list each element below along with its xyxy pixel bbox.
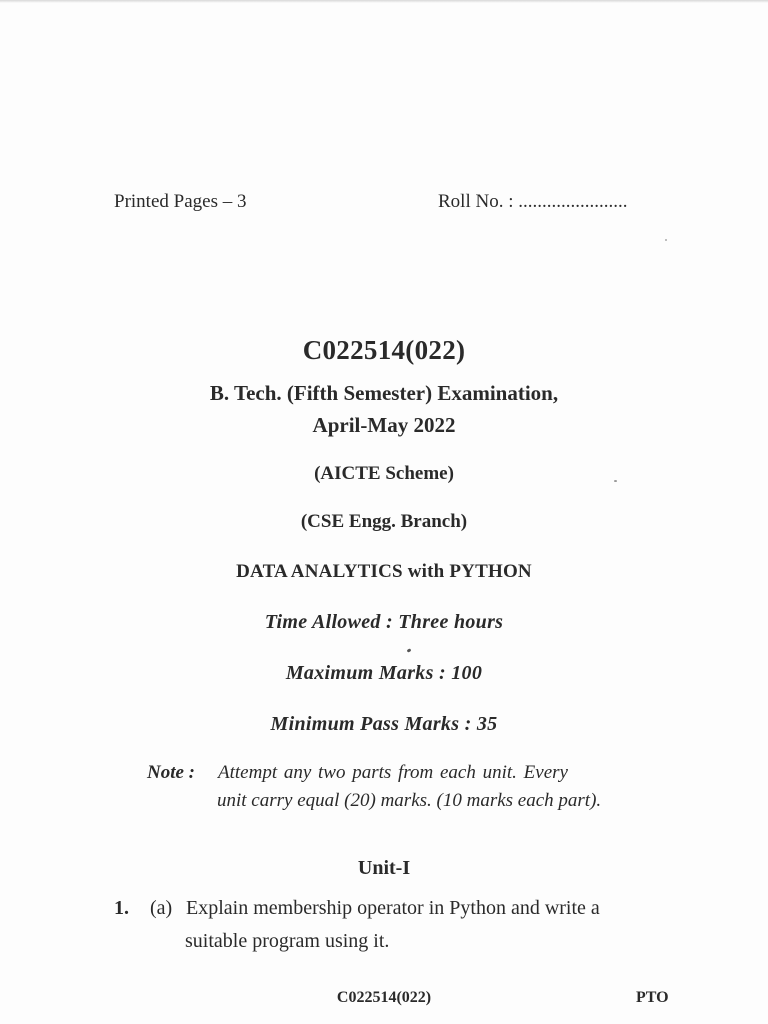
question-number: 1. <box>114 897 129 919</box>
footer-pto: PTO <box>636 989 669 1006</box>
time-allowed: Time Allowed : Three hours <box>264 611 504 633</box>
note-label: Note : <box>147 762 196 783</box>
footer-paper-code: C022514(022) <box>336 989 432 1006</box>
subject-title: DATA ANALYTICS with PYTHON <box>236 561 532 582</box>
paper-code-title: C022514(022) <box>302 335 466 365</box>
examination-title: B. Tech. (Fifth Semester) Examination, <box>209 381 559 405</box>
question-text-line: suitable program using it. <box>185 930 390 952</box>
branch: (CSE Engg. Branch) <box>300 511 468 532</box>
question-part-label: (a) <box>150 897 173 919</box>
maximum-marks: Maximum Marks : 100 <box>285 662 483 684</box>
scheme: (AICTE Scheme) <box>314 463 454 484</box>
scan-edge <box>0 0 768 3</box>
ink-speck <box>407 648 412 653</box>
examination-session: April-May 2022 <box>312 413 456 437</box>
minimum-pass-marks: Minimum Pass Marks : 35 <box>270 713 498 735</box>
printed-pages: Printed Pages – 3 <box>114 191 247 212</box>
roll-number-field: Roll No. : ....................... <box>438 191 628 212</box>
ink-speck <box>614 480 617 482</box>
ink-speck <box>665 239 667 241</box>
note-text-line: unit carry equal (20) marks. (10 marks each part). <box>217 790 602 811</box>
note-text-line: Attempt any two parts from each unit. Every <box>218 762 568 783</box>
unit-heading: Unit-I <box>357 857 411 879</box>
question-text-line: Explain membership operator in Python and write a <box>186 897 600 919</box>
